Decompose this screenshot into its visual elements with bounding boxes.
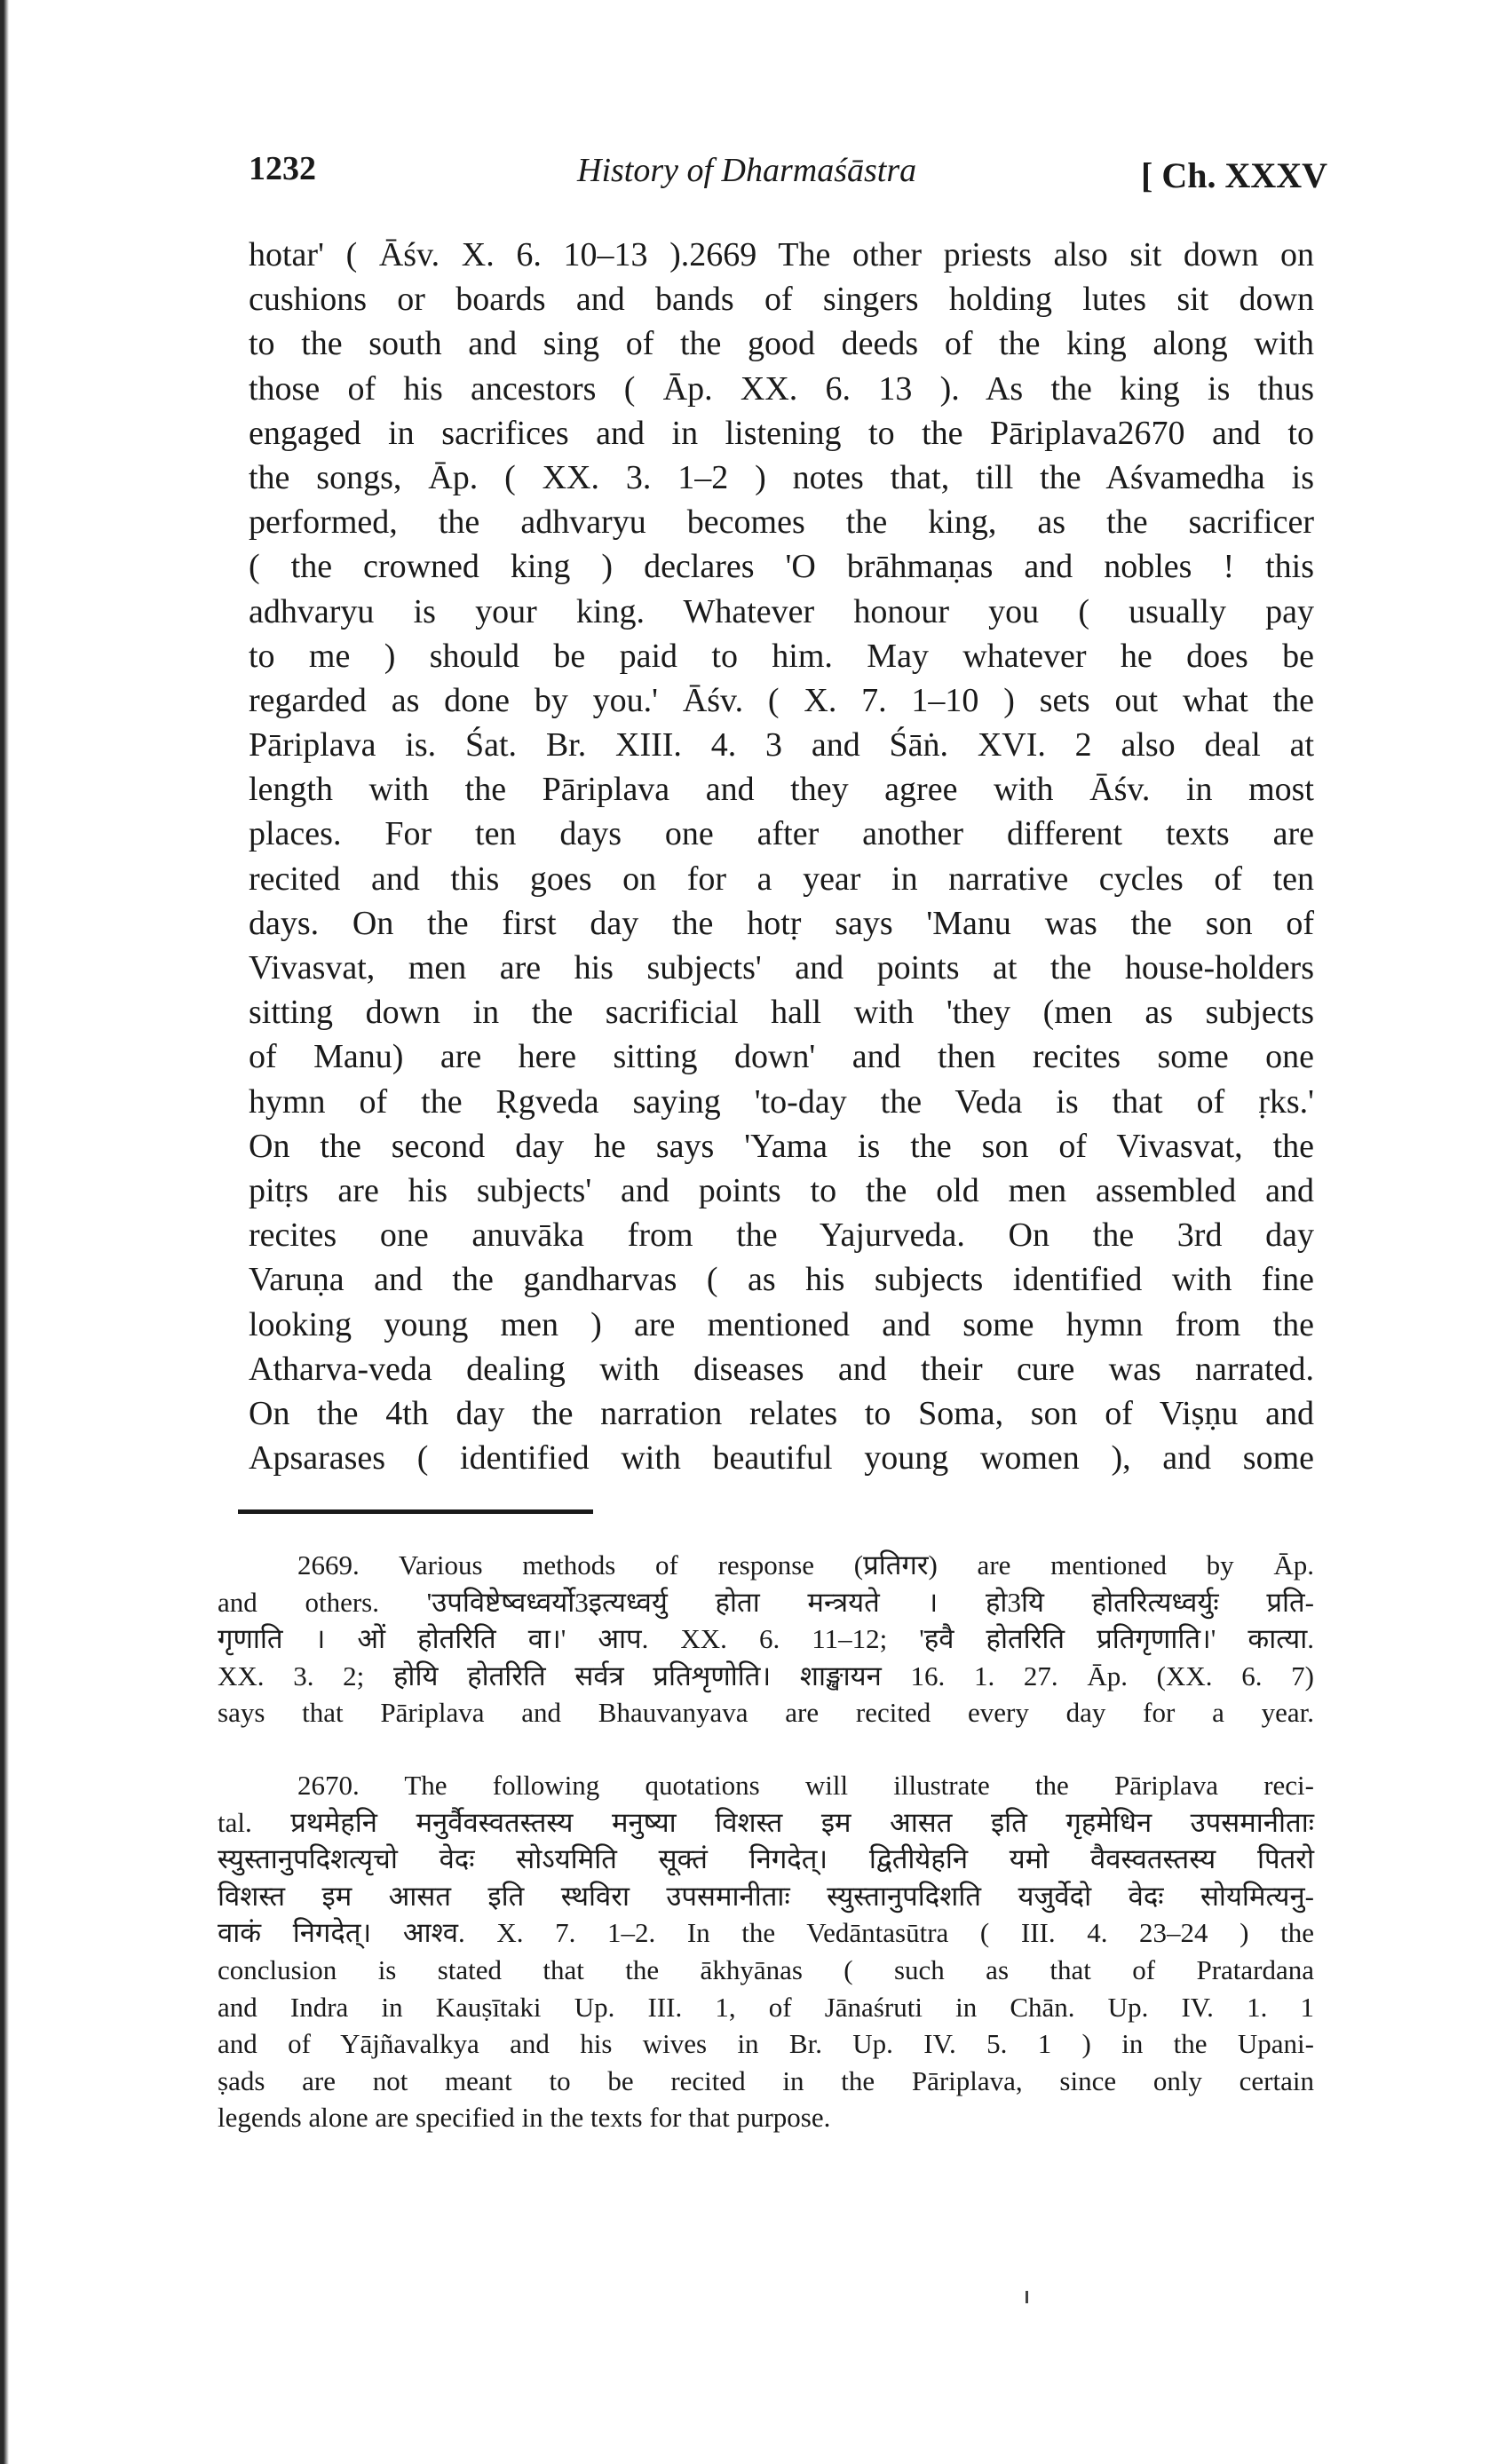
text-line: On the second day he says 'Yama is the son of Vivasvat, the	[249, 1127, 1314, 1165]
text-line: those of his ancestors ( Āp. XX. 6. 13 ). As the king is thus	[249, 369, 1314, 408]
text-line: to me ) should be paid to him. May whatever he does be	[249, 637, 1314, 675]
footnote-line: विशस्त इम आसत इति स्थविरा उपसमानीताः स्युस्तानुपदिशति यजुर्वेदो वेदः सोयमित्यनु-	[218, 1880, 1314, 1912]
main-text	[249, 233, 1314, 1480]
footnote-line: स्युस्तानुपदिशत्यृचो वेदः सोऽयमिति सूक्तं निगदेत्। द्वितीयेहनि यमो वैवस्वतस्तस्य पितरो	[218, 1843, 1314, 1875]
footnote-line: वाकं निगदेत्। आश्व. X. 7. 1–2. In the Vedāntasūtra ( III. 4. 23–24 ) the	[218, 1917, 1314, 1949]
text-line: sitting down in the sacrificial hall with 'they (men as subjects	[249, 994, 1314, 1032]
footnote-line: tal. प्रथमेहनि मनुर्वैवस्वतस्तस्य मनुष्या विशस्त इम आसत इति गृहमेधिन उपसमानीताः	[218, 1806, 1314, 1838]
footnote-line: and of Yājñavalkya and his wives in Br. Up. IV. 5. 1 ) in the Upani-	[218, 2028, 1314, 2060]
text-line: Atharva-veda dealing with diseases and their cure was narrated.	[249, 1350, 1314, 1388]
text-line: ( the crowned king ) declares 'O brāhmaṇas and nobles ! this	[249, 548, 1314, 586]
footnote-line: 2670. The following quotations will illustrate the Pāriplava reci-	[297, 1769, 1314, 1801]
footnote-line: says that Pāriplava and Bhauvanyava are recited every day for a year.	[218, 1697, 1314, 1729]
footnote-line: conclusion is stated that the ākhyānas ( such as that of Pratardana	[218, 1953, 1314, 1985]
text-line: to the south and sing of the good deeds of the king along with	[249, 325, 1314, 363]
text-line: places. For ten days one after another different texts are	[249, 815, 1314, 853]
page-header	[249, 149, 1327, 202]
running-title: History of Dharmaśāstra	[577, 152, 917, 189]
stray-ink-mark	[1026, 2291, 1028, 2303]
text-line: hotar' ( Āśv. X. 6. 10–13 ).2669 The other priests also sit down on	[249, 236, 1314, 273]
footnotes	[218, 1547, 1314, 2136]
text-line: Vivasvat, men are his subjects' and points at the house-holders	[249, 949, 1314, 986]
footnote-line: ṣads are not meant to be recited in the Pāriplava, since only certain	[218, 2064, 1314, 2096]
footnote-separator-rule	[238, 1509, 593, 1514]
footnote-2669	[218, 1547, 1314, 1731]
footnote-line: and others. 'उपविष्टेष्वध्वर्यो3इत्यध्वर्यु होता मन्त्रयते । हो3यि होतरित्यध्वर्युः प्रति-	[218, 1586, 1314, 1618]
text-line: length with the Pāriplava and they agree with Āśv. in most	[249, 771, 1314, 809]
text-line: looking young men ) are mentioned and some hymn from the	[249, 1305, 1314, 1343]
text-line: On the 4th day the narration relates to Soma, son of Viṣṇu and	[249, 1394, 1314, 1432]
text-line: days. On the first day the hotṛ says 'Manu was the son of	[249, 904, 1314, 942]
text-line: cushions or boards and bands of singers holding lutes sit down	[249, 281, 1314, 319]
text-line: performed, the adhvaryu becomes the king, as the sacrificer	[249, 503, 1314, 542]
text-line: of Manu) are here sitting down' and then recites some one	[249, 1038, 1314, 1076]
footnote-line: गृणाति । ओं होतरिति वा।' आप. XX. 6. 11–12; 'हवै होतरिति प्रतिगृणाति।' कात्या.	[218, 1623, 1314, 1655]
text-line: Pāriplava is. Śat. Br. XIII. 4. 3 and Śāṅ. XVI. 2 also deal at	[249, 726, 1314, 765]
chapter-reference: [ Ch. XXXV	[1141, 155, 1327, 195]
footnote-line: 2669. Various methods of response (प्रतिगर) are mentioned by Āp.	[297, 1549, 1314, 1581]
footnote-line: and Indra in Kauṣītaki Up. III. 1, of Jānaśruti in Chān. Up. IV. 1. 1	[218, 1991, 1314, 2023]
text-line: the songs, Āp. ( XX. 3. 1–2 ) notes that, till the Aśvamedha is	[249, 458, 1314, 496]
scan-edge-shadow	[0, 0, 9, 2464]
footnote-gap	[218, 1731, 1314, 1767]
text-line: engaged in sacrifices and in listening to the Pāriplava2670 and to	[249, 414, 1314, 452]
text-line: adhvaryu is your king. Whatever honour you ( usually pay	[249, 592, 1314, 630]
page-number: 1232	[249, 150, 316, 187]
text-line: recited and this goes on for a year in narrative cycles of ten	[249, 860, 1314, 898]
text-line: regarded as done by you.' Āśv. ( X. 7. 1–10 ) sets out what the	[249, 681, 1314, 719]
text-line: recites one anuvāka from the Yajurveda. On the 3rd day	[249, 1216, 1314, 1255]
text-line: Varuṇa and the gandharvas ( as his subjects identified with fine	[249, 1261, 1314, 1299]
footnote-line: XX. 3. 2; होयि होतरिति सर्वत्र प्रतिशृणोति। शाङ्खायन 16. 1. 27. Āp. (XX. 6. 7)	[218, 1660, 1314, 1692]
text-line: hymn of the Ṛgveda saying 'to-day the Veda is that of ṛks.'	[249, 1082, 1314, 1121]
footnote-line: legends alone are specified in the texts for that purpose.	[218, 2102, 831, 2134]
text-line: Apsarases ( identified with beautiful young women ), and some	[249, 1439, 1314, 1478]
footnote-2670	[218, 1767, 1314, 2136]
text-line: pitṛs are his subjects' and points to the old men assembled and	[249, 1171, 1314, 1209]
